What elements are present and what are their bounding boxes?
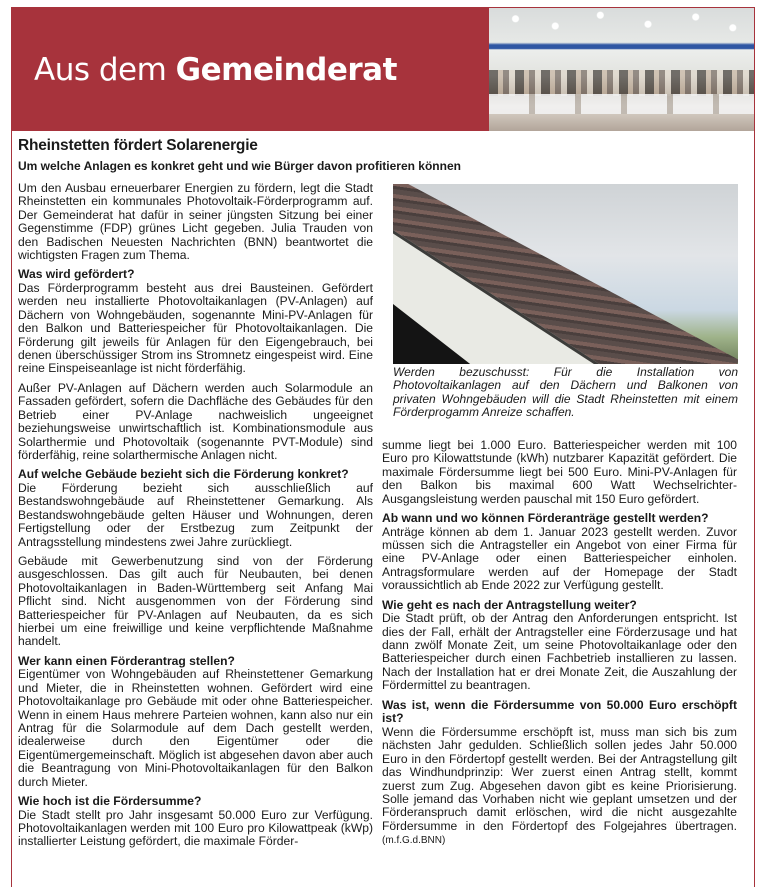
section-paragraph: Gebäude mit Gewerbenutzung sind von der Förderung ausgeschlossen. Das gilt auch für Neubauten, bei denen Photovoltaikanlagen in Baden-Württemberg seit Anfang Mai Pflicht sind. Nicht ausgenommen von der Förderung sind Batteriespeicher für PV-Anlagen auf Neubauten, da es sich hierbei um eine freiwillige und keine verpflichtende Maßnahme handelt. <box>18 553 373 649</box>
section-title-regular: Aus dem <box>34 52 167 88</box>
section-heading: Auf welche Gebäude bezieht sich die Förderung konkret? <box>18 467 349 482</box>
section-foerdersumme-erschoepft <box>382 699 737 848</box>
section-title-bold: Gemeinderat <box>175 52 397 88</box>
section-paragraph: Eigentümer von Wohngebäuden auf Rheinstettener Gemarkung und Mieter, die in Rheinstetten wohnen. Gefördert wird eine Photovoltaikanlage pro Gebäude mit oder ohne Batteriespeicher. Wenn in einem Haus mehrere Parteien wohnen, kann also nur ein Antrag für die Solarmodule auf dem Dach gestellt werden, idealerweise durch den Eigentümer oder die Eigentümergemeinschaft. Möglich ist abgesehen davon aber auch die Beantragung von Mini-Photovoltaikanlagen für den Balkon durch Mieter. <box>18 667 373 789</box>
section-paragraph: Die Förderung bezieht sich ausschließlich auf Bestandswohngebäude auf Rheinstettener Gemarkung. Als Bestandswohngebäude gelten Häuser und Wohnungen, deren Fertigstellung oder der Erstbezug zum Zeitpunkt der Antragsstellung mindestens zwei Jahre zurückliegt. <box>18 480 373 549</box>
section-paragraph: Anträge können ab dem 1. Januar 2023 gestellt werden. Zuvor müssen sich die Antragsteller ein Angebot von einer Firma für eine PV-Anlage oder einen Batteriespeicher einholen. Antragsformulare werden auf der Homepage der Stadt voraussichtlich ab Ende 2022 zur Verfügung gestellt. <box>382 524 737 593</box>
article-credit: (m.f.G.d.BNN) <box>382 835 446 847</box>
section-title <box>34 52 397 88</box>
meeting-tables <box>489 94 754 114</box>
section-ab-wann-antraege <box>382 512 737 593</box>
meeting-attendees <box>489 70 754 96</box>
section-was-wird-gefoerdert <box>18 268 373 462</box>
section-paragraph-text: Wenn die Fördersumme erschöpft ist, muss man sich bis zum nächsten Jahr gedulden. Schließlich sollen jedes Jahr 50.000 Euro in den Fördertopf gestellt werden. Bei der Antragstellung gilt das Windhundprinzip: Wer zuerst einen Antrag stellt, kommt zuerst zum Zug. Abgesehen davon gibt es keine Priorisierung. Solle jemand das Vorhaben nicht wie geplant umsetzen und der Förderanspruch damit erlöschen, wird die nicht ausgezahlte Fördersumme in den Fördertopf des Folgejahres übertragen. <box>382 724 737 833</box>
section-paragraph <box>382 726 737 848</box>
article-intro: Um den Ausbau erneuerbarer Energien zu fördern, legt die Stadt Rheinstetten ein kommunales Photovoltaik-Förderprogramm auf. Der Gemeinderat hat dafür in seiner jüngsten Sitzung bei einer Gegenstimme (FDP) grünes Licht gegeben. Julia Trauden von den Badischen Neuesten Nachrichten (BNN) beantwortet die wichtigsten Fragen zum Thema. <box>18 181 373 263</box>
section-header-bar <box>12 8 754 131</box>
photo-caption: Werden bezuschusst: Für die Installation von Photovoltaikanlagen auf den Dächern und Balkonen von privaten Wohngebäuden will die Stadt Rheinstetten mit einem Förderprogamm Anreize schaffen. <box>393 365 738 419</box>
section-wer-kann-antrag-stellen <box>18 655 373 789</box>
section-heading: Wie hoch ist die Fördersumme? <box>18 794 202 809</box>
section-paragraph: Die Stadt stellt pro Jahr insgesamt 50.000 Euro zur Verfügung. Photovoltaikanlagen werden mit 100 Euro pro Kilowattpeak (kWp) installierter Leistung gefördert, die maximale Förder- <box>18 807 373 849</box>
section-heading: Was ist, wenn die Fördersumme von 50.000 Euro erschöpft ist? <box>382 697 737 726</box>
section-paragraph: Das Förderprogramm besteht aus drei Bausteinen. Gefördert werden neu installierte Photovoltaikanlagen (PV-Anlagen) auf Dächern von Wohngebäuden, sogenannte Mini-PV-Anlagen für den Balkon und Batteriespeicher für Photovoltaikanlagen. Die Förderung gilt jeweils für Anlagen für den Eigengebrauch, bei denen überschüssiger Strom ins Stromnetz eingespeist wird. Eine reine Einspeiseanlage ist nicht förderfähig. <box>18 281 373 376</box>
section-heading: Ab wann und wo können Förderanträge gestellt werden? <box>382 511 709 526</box>
section-paragraph-continued: summe liegt bei 1.000 Euro. Batteriespeicher werden mit 100 Euro pro Kilowattstunde (kWh) nutzbarer Kapazität gefördert. Die maximale Fördersumme liegt bei 500 Euro. Mini-PV-Anlagen für den Balkon bis maximal 600 Watt Wechselrichter-Ausgangsleistung werden pauschal mit 150 Euro gefördert. <box>382 438 737 506</box>
council-meeting-photo <box>489 8 754 131</box>
section-heading: Wie geht es nach der Antragstellung weiter? <box>382 597 637 612</box>
article-column-right <box>382 439 737 854</box>
section-paragraph: Außer PV-Anlagen auf Dächern werden auch Solarmodule an Fassaden gefördert, sofern die Dachfläche des Gebäudes für den Betrieb einer PV-Anlage nachweislich ungeeignet beziehungsweise unwirtschaftlich ist. Kombinationsmodule aus Solarthermie und Photovoltaik (sogenannte PVT-Module) sind förderfähig, reine solarthermische Anlagen nicht. <box>18 380 373 462</box>
section-heading: Wer kann einen Förderantrag stellen? <box>18 653 235 668</box>
section-welche-gebaeude <box>18 468 373 648</box>
ceiling-lights <box>489 8 754 44</box>
section-paragraph: Die Stadt prüft, ob der Antrag den Anforderungen entspricht. Ist dies der Fall, erhält der Antragsteller eine Förderzusage und hat dann zwölf Monate Zeit, um seine Photovoltaikanlage oder den Batteriespeicher durch einen Fachbetrieb installieren zu lassen. Nach der Installation hat er drei Monate Zeit, die Auszahlung der Fördermittel zu beantragen. <box>382 611 737 693</box>
section-nach-antragstellung <box>382 599 737 693</box>
section-foerdersumme <box>18 795 373 849</box>
article-subheadline: Um welche Anlagen es konkret geht und wie Bürger davon profitieren können <box>18 159 461 173</box>
section-heading: Was wird gefördert? <box>18 267 135 282</box>
solar-panels-on-roof-photo <box>393 184 738 364</box>
article-column-left <box>18 182 373 855</box>
article-headline: Rheinstetten fördert Solarenergie <box>18 137 258 154</box>
